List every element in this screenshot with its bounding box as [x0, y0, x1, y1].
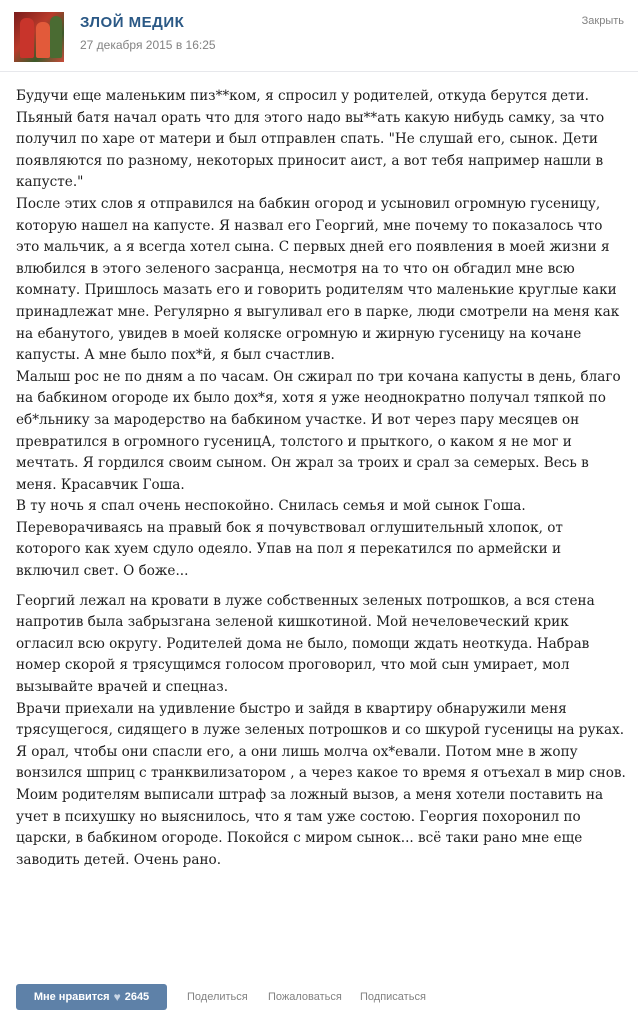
like-label: Мне нравится: [33, 991, 110, 1003]
avatar-figure: [36, 22, 50, 58]
post-body: [16, 86, 626, 871]
like-count: 2645: [124, 991, 150, 1003]
post-paragraph: Будучи еще маленьким пиз**ком, я спросил у родителей, откуда берутся дети. Пьяный батя начал орать что для этого надо вы**ать какую нибудь самку, за что получил по харе от матери и был отправлен спать. "Не слушай его, сынок. Дети появляются по разному, некоторых приносит аист, а вот тебя например нашли в капусте.": [16, 88, 605, 191]
post-header: [0, 0, 638, 72]
like-button[interactable]: [16, 984, 167, 1010]
subscribe-link[interactable]: Подписаться: [360, 991, 426, 1003]
author-name[interactable]: ЗЛОЙ МЕДИК: [80, 14, 185, 31]
post-paragraph: Моим родителям выписали штраф за ложный вызов, а меня хотели поставить на учет в психушку но выяснилось, что я там уже состою. Георгия похоронил по царски, в бабкином огороде. Покойся с миром сынок... всё таки рано мне еще заводить детей. Очень рано.: [16, 787, 604, 868]
post-paragraph: Врачи приехали на удивление быстро и зайдя в квартиру обнаружили меня трясущегося, сидящего в луже зеленых потрошков и со шкурой гусеницы на руках. Я орал, чтобы они спасли его, а они лишь молча ох*евали. Потом мне в жопу вонзился шприц с транквилизатором , а через какое то время я отъехал в мир снов.: [16, 700, 626, 782]
post-date[interactable]: 27 декабря 2015 в 16:25: [80, 38, 216, 52]
report-link[interactable]: Пожаловаться: [268, 991, 342, 1003]
avatar-figure: [50, 16, 62, 58]
avatar[interactable]: [14, 12, 64, 62]
post-paragraph: После этих слов я отправился на бабкин огород и усыновил огромную гусеницу, которую нашел на капусте. Я назвал его Георгий, мне почему то показалось что это мальчик, а я всегда хотел сына. С первых дней его появления в моей жизни я влюбился в этого зеленого засранца, несмотря на то что он обгадил мне всю комнату. Пришлось мазать его и говорить родителям что маленькие круглые каки принадлежат мне. Регулярно я выгуливал его в парке, люди смотрели на меня как на ебанутого, увидев в моей коляске огромную и жирную гусеницу на кочане капусты. А мне было пох*й, я был счастлив.: [16, 195, 620, 364]
avatar-figure: [20, 18, 34, 58]
share-link[interactable]: Поделиться: [187, 991, 248, 1003]
post-paragraph: Георгий лежал на кровати в луже собственных зеленых потрошков, а вся стена напротив была забрызгана зеленой кишкотиной. Мой нечеловеческий крик огласил всю округу. Родителей дома не было, помощи ждать неоткуда. Набрав номер скорой я трясущимся голосом проговорил, что мой сын умирает, мол вызывайте врачей и спецназ.: [16, 592, 595, 696]
post-paragraph: В ту ночь я спал очень неспокойно. Снилась семья и мой сынок Гоша. Переворачиваясь на правый бок я почувствовал оглушительный хлопок, от которого как хуем сдуло одеяло. Упав на пол я перекатился по армейски и включил свет. О боже...: [16, 498, 563, 580]
post-paragraph: Малыш рос не по дням а по часам. Он сжирал по три кочана капусты в день, благо на бабкином огороде их было дох*я, хотя я уже неоднократно получал тяпкой по еб*льнику за мародерство на бабкином участке. И вот через пару месяцев он превратился в огромного гусеницА, толстого и прыткого, о каком я не мог и мечтать. Я гордился своим сыном. Он жрал за троих и срал за семерых. Весь в меня. Красавчик Гоша.: [16, 368, 621, 493]
close-link[interactable]: Закрыть: [581, 15, 624, 27]
heart-icon: ♥: [113, 990, 121, 1004]
post-footer: [16, 984, 626, 1010]
